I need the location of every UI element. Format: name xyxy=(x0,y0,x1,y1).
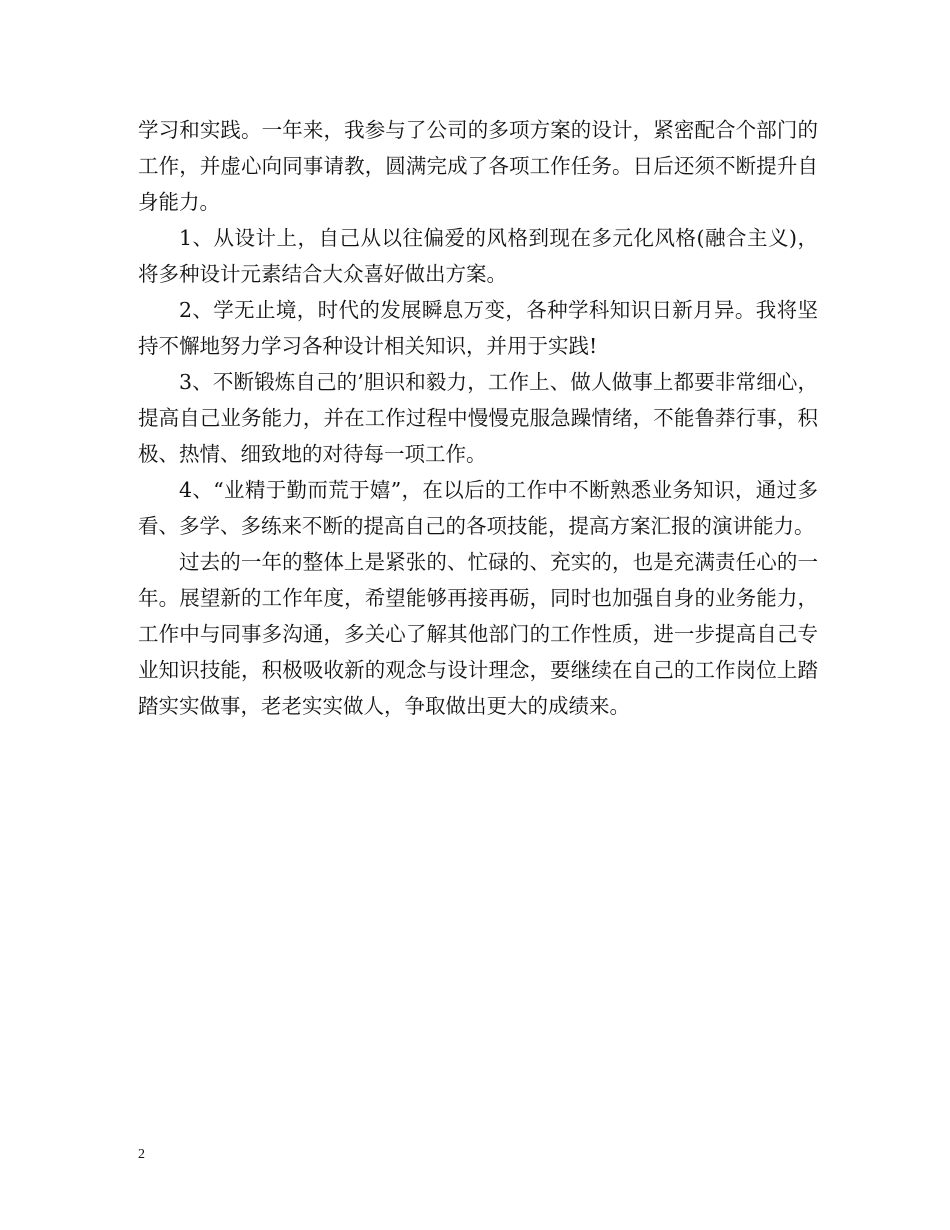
paragraph-item-2: 2、学无止境，时代的发展瞬息万变，各种学科知识日新月异。我将坚持不懈地努力学习各种设计相关知识，并用于实践! xyxy=(138,298,818,358)
paragraph-continuation: 学习和实践。一年来，我参与了公司的多项方案的设计，紧密配合个部门的工作，并虚心向同事请教，圆满完成了各项工作任务。日后还须不断提升自身能力。 xyxy=(138,118,818,214)
document-body xyxy=(138,112,818,724)
paragraph-item-4: 4、“业精于勤而荒于嬉”，在以后的工作中不断熟悉业务知识，通过多看、多学、多练来不断的提高自己的各项技能，提高方案汇报的演讲能力。 xyxy=(138,478,818,538)
paragraph-item-3: 3、不断锻炼自己的’胆识和毅力，工作上、做人做事上都要非常细心，提高自己业务能力，并在工作过程中慢慢克服急躁情绪，不能鲁莽行事，积极、热情、细致地的对待每一项工作。 xyxy=(138,370,818,466)
paragraph-item-1: 1、从设计上，自己从以往偏爱的风格到现在多元化风格(融合主义)，将多种设计元素结合大众喜好做出方案。 xyxy=(138,226,818,286)
paragraph-conclusion: 过去的一年的整体上是紧张的、忙碌的、充实的，也是充满责任心的一年。展望新的工作年度，希望能够再接再砺，同时也加强自身的业务能力，工作中与同事多沟通，多关心了解其他部门的工作性质，进一步提高自己专业知识技能，积极吸收新的观念与设计理念，要继续在自己的工作岗位上踏踏实实做事，老老实实做人，争取做出更大的成绩来。 xyxy=(138,550,818,718)
page-number: 2 xyxy=(138,1147,145,1162)
